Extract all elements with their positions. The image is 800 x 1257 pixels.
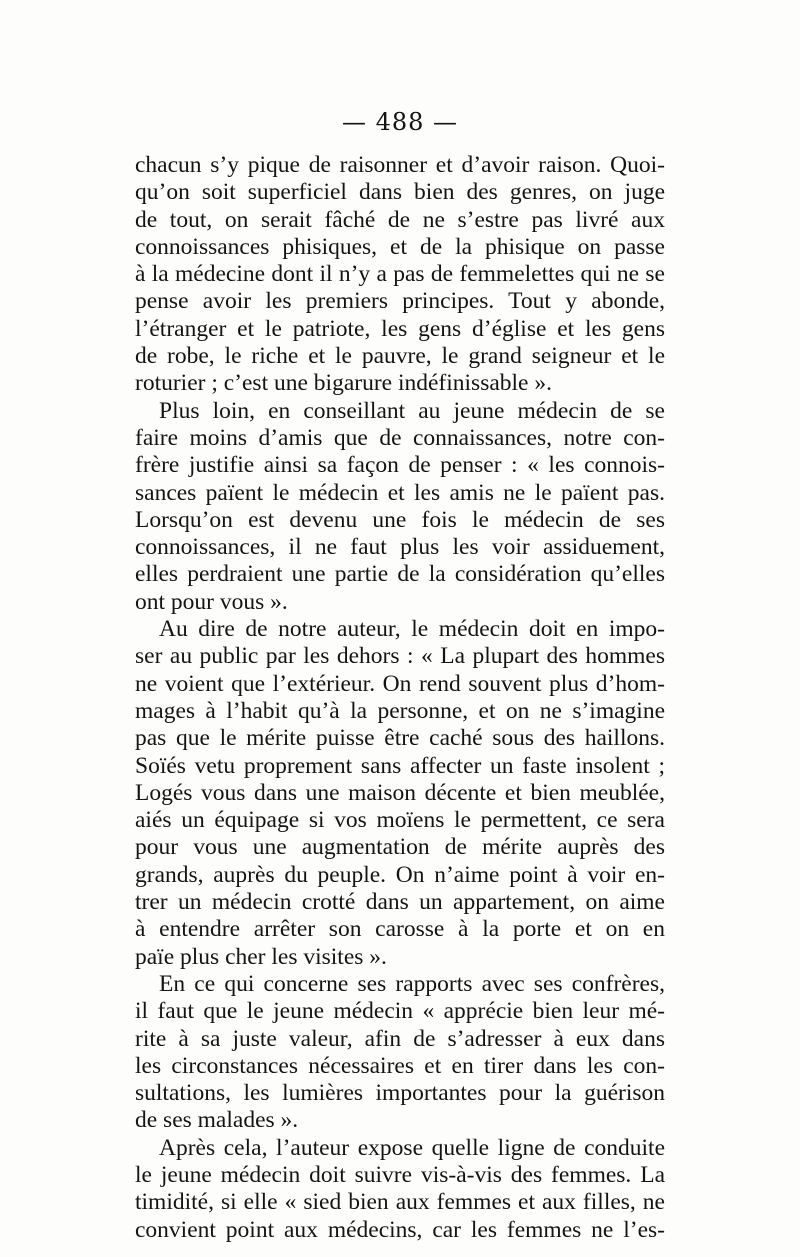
text-line: mages à l’habit qu’à la personne, et on ne s’imagine [135,697,665,724]
text-line: les circonstances nécessaires et en tirer dans les con- [135,1052,665,1079]
text-line: faire moins d’amis que de connaissances, notre con- [135,424,665,451]
text-line: de robe, le riche et le pauvre, le grand seigneur et le [135,343,665,370]
text-line: l’étranger et le patriote, les gens d’église et les gens [135,315,665,342]
text-line: aiés un équipage si vos moïens le permettent, ce sera [135,807,665,834]
text-line: ne voient que l’extérieur. On rend souvent plus d’hom- [135,670,665,697]
text-line: qu’on soit superficiel dans bien des genres, on juge [135,179,665,206]
text-line: pas que le mérite puisse être caché sous des haillons. [135,725,665,752]
page-number: — 488 — [341,108,459,136]
text-line: Logés vous dans une maison décente et bien meublée, [135,779,665,806]
text-line: chacun s’y pique de raisonner et d’avoir raison. Quoi- [135,152,665,178]
text-line: timidité, si elle « sied bien aux femmes et aux filles, ne [135,1189,665,1216]
text-line: sances païent le médecin et les amis ne le païent pas. [135,479,665,506]
body-text [135,152,665,1244]
text-line: Lorsqu’on est devenu une fois le médecin de ses [135,506,665,533]
text-line: à la médecine dont il n’y a pas de femmelettes qui ne se [135,261,665,288]
text-line: Soïés vetu proprement sans affecter un faste insolent ; [135,752,665,779]
text-line: sultations, les lumières importantes pour la guérison [135,1080,665,1107]
text-line: rite à sa juste valeur, afin de s’adresser à eux dans [135,1025,665,1052]
text-line: ont pour vous ». [135,588,288,615]
text-line: ser au public par les dehors : « La plupart des hommes [135,643,665,670]
text-line: à entendre arrêter son carosse à la porte et on en [135,916,665,943]
text-line: le jeune médecin doit suivre vis-à-vis des femmes. La [135,1161,665,1188]
text-line: roturier ; c’est une bigarure indéfinissable ». [135,370,552,397]
text-line: de tout, on serait fâché de ne s’estre pas livré aux [135,206,665,233]
text-line: connoissances, il ne faut plus les voir assiduement, [135,534,665,561]
text-line: frère justifie ainsi sa façon de penser : « les connois- [135,452,665,479]
paragraph-start: Plus loin, en conseillant au jeune médecin de se [159,397,665,424]
text-line: il faut que le jeune médecin « apprécie bien leur mé- [135,998,665,1025]
paragraph-start: Après cela, l’auteur expose quelle ligne de conduite [159,1134,665,1161]
text-line: de ses malades ». [135,1107,299,1134]
text-line: pour vous une augmentation de mérite auprès des [135,834,665,861]
text-line: pense avoir les premiers principes. Tout y abonde, [135,288,665,315]
text-line: païe plus cher les visites ». [135,943,387,970]
paragraph-start: Au dire de notre auteur, le médecin doit en impo- [159,616,665,643]
text-line: grands, auprès du peuple. On n’aime point à voir en- [135,861,665,888]
text-line: trer un médecin crotté dans un appartement, on aime [135,889,665,916]
text-line: elles perdraient une partie de la considération qu’elles [135,561,665,588]
paragraph-start: En ce qui concerne ses rapports avec ses confrères, [159,970,665,997]
text-line: convient point aux médecins, car les femmes ne l’es- [135,1216,665,1243]
text-line: connoissances phisiques, et de la phisique on passe [135,233,665,260]
